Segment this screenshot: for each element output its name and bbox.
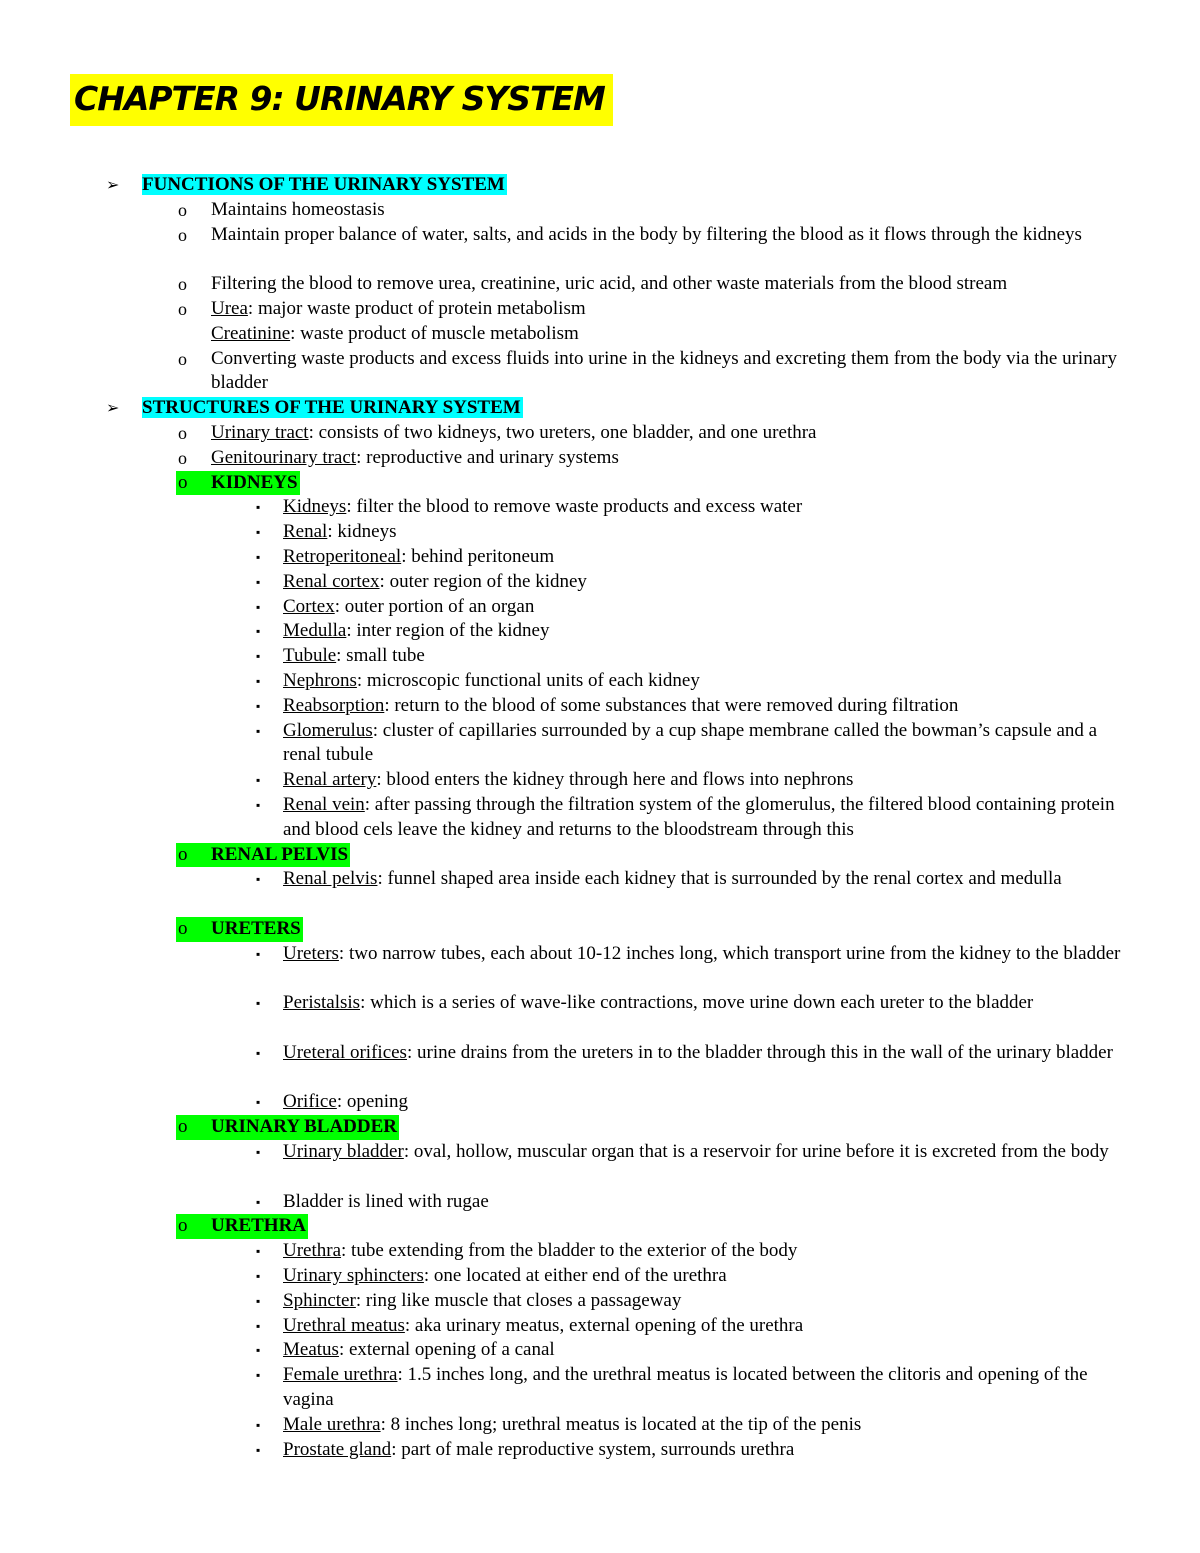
sub-list-item <box>0 545 1200 570</box>
sub-list-item <box>0 1314 1200 1339</box>
square-bullet-icon: ▪ <box>256 1417 261 1432</box>
sub-list-item-text <box>283 669 1133 694</box>
square-bullet-icon: ▪ <box>256 1269 261 1284</box>
sub-list-item <box>0 520 1200 545</box>
section-heading-text <box>142 173 507 198</box>
section-heading <box>0 173 1200 198</box>
sub-list-item-text <box>283 1289 1133 1314</box>
term-definition: : inter region of the kidney <box>346 620 550 642</box>
sub-list-item-text <box>283 644 1133 669</box>
list-item-text <box>211 421 1141 446</box>
sub-list-item <box>0 719 1200 769</box>
term-definition: : one located at either end of the urethra <box>423 1265 727 1287</box>
sub-list-item <box>0 1090 1200 1115</box>
term-definition: : ring like muscle that closes a passageway <box>355 1289 682 1311</box>
sub-list-item-text <box>283 1264 1133 1289</box>
term-label: Ureters <box>283 942 339 964</box>
circle-bullet-icon: o <box>178 1215 188 1237</box>
term-definition: : tube extending from the bladder to the exterior of the body <box>341 1240 798 1262</box>
sub-list-item-text <box>283 545 1133 570</box>
sub-list-item-text <box>283 1438 1133 1463</box>
sub-list-item <box>0 768 1200 793</box>
arrow-bullet-icon: ➢ <box>106 175 120 194</box>
sub-list-item <box>0 793 1200 843</box>
term-definition: : blood enters the kidney through here and flows into nephrons <box>376 769 854 791</box>
notes-body <box>0 173 1200 1462</box>
term-label: Female urethra <box>283 1364 398 1386</box>
square-bullet-icon: ▪ <box>256 624 261 639</box>
sub-list-item-text <box>283 867 1133 892</box>
sub-list-item <box>0 1289 1200 1314</box>
square-bullet-icon: ▪ <box>256 1318 261 1333</box>
term-definition: : which is a series of wave-like contractions, move urine down each ureter to the bladder <box>360 992 1034 1014</box>
list-item <box>0 223 1200 273</box>
sub-list-item-text <box>283 495 1133 520</box>
square-bullet-icon: ▪ <box>256 1194 261 1209</box>
square-bullet-icon: ▪ <box>256 1244 261 1259</box>
term-definition: : microscopic functional units of each kidney <box>356 669 700 691</box>
term-definition: : cluster of capillaries surrounded by a cup shape membrane called the bowman’s capsule and a renal tubule <box>283 719 1098 766</box>
sub-list-item <box>0 991 1200 1041</box>
sub-list-item <box>0 1140 1200 1190</box>
list-item <box>0 347 1200 397</box>
sub-list-item-text <box>283 619 1133 644</box>
term-definition: : after passing through the filtration system of the glomerulus, the filtered blood containing protein and blood cels leave the kidney and returns to the bloodstream through this <box>283 793 1115 840</box>
subsection-row <box>0 843 1200 868</box>
square-bullet-icon: ▪ <box>256 773 261 788</box>
term-label: Prostate gland <box>283 1438 392 1460</box>
sub-list-item <box>0 495 1200 520</box>
circle-bullet-icon: o <box>178 471 188 493</box>
subsection-heading-label: URETERS <box>211 917 301 939</box>
term-definition: : return to the blood of some substances that were removed during filtration <box>384 694 959 716</box>
sub-list-item-text <box>283 991 1133 1016</box>
term-label: Medulla <box>283 620 347 642</box>
sub-list-item-text <box>283 1041 1133 1066</box>
circle-bullet-icon: o <box>178 224 187 245</box>
sub-list-item-text <box>283 1314 1133 1339</box>
section-heading-text <box>142 396 523 421</box>
sub-list-item-text <box>283 793 1133 843</box>
term-definition: : part of male reproductive system, surrounds urethra <box>391 1438 795 1460</box>
list-item <box>0 198 1200 223</box>
term-label: Reabsorption <box>283 694 385 716</box>
term-definition: : urine drains from the ureters in to the bladder through this in the wall of the urinary bladder <box>406 1041 1113 1063</box>
square-bullet-icon: ▪ <box>256 549 261 564</box>
term-label: Cortex <box>283 595 335 617</box>
term-label: Renal artery <box>283 769 377 791</box>
term-definition: : 1.5 inches long, and the urethral meatus is located between the clitoris and opening of the vagina <box>283 1364 1088 1411</box>
square-bullet-icon: ▪ <box>256 574 261 589</box>
term-label: Renal pelvis <box>283 868 378 890</box>
sub-list-item <box>0 1438 1200 1463</box>
subsection-row <box>0 471 1200 496</box>
term-definition: Bladder is lined with rugae <box>283 1190 489 1212</box>
list-item-text <box>211 446 1141 471</box>
subsection-heading <box>176 1115 399 1140</box>
sub-list-item-text <box>283 1413 1133 1438</box>
subsection-row <box>0 1115 1200 1140</box>
term-label: Glomerulus <box>283 719 373 741</box>
term-definition: : 8 inches long; urethral meatus is located at the tip of the penis <box>380 1413 862 1435</box>
term-label: Genitourinary tract <box>211 446 357 468</box>
subsection-heading-label: KIDNEYS <box>211 471 298 493</box>
square-bullet-icon: ▪ <box>256 1045 261 1060</box>
section-heading <box>0 396 1200 421</box>
sub-list-item-text <box>283 520 1133 545</box>
term-definition: : kidneys <box>327 521 397 543</box>
sub-list-item <box>0 595 1200 620</box>
term-definition: : outer portion of an organ <box>334 595 535 617</box>
term-label: Retroperitoneal <box>283 545 402 567</box>
term-definition: : outer region of the kidney <box>379 570 587 592</box>
term-label: Ureteral orifices <box>283 1041 407 1063</box>
term-label: Urethral meatus <box>283 1314 405 1336</box>
square-bullet-icon: ▪ <box>256 599 261 614</box>
circle-bullet-icon: o <box>178 422 187 443</box>
arrow-bullet-icon: ➢ <box>106 398 120 418</box>
sub-list-item <box>0 1264 1200 1289</box>
sub-list-item <box>0 1363 1200 1413</box>
list-item <box>0 272 1200 297</box>
term-definition: : oval, hollow, muscular organ that is a reservoir for urine before it is excreted from the body <box>403 1141 1109 1163</box>
square-bullet-icon: ▪ <box>256 500 261 515</box>
list-item-text: Maintains homeostasis <box>211 198 385 220</box>
sub-list-item-text <box>283 1090 1133 1115</box>
term-label: Urinary sphincters <box>283 1265 424 1287</box>
sub-list-item <box>0 1413 1200 1438</box>
sub-list-item-text <box>283 719 1133 769</box>
circle-bullet-icon: o <box>178 917 188 939</box>
square-bullet-icon: ▪ <box>256 1145 261 1160</box>
square-bullet-icon: ▪ <box>256 996 261 1011</box>
subsection-heading-label: URETHRA <box>211 1215 307 1237</box>
term-definition: : consists of two kidneys, two ureters, one bladder, and one urethra <box>308 421 817 443</box>
sub-list-item-text <box>283 694 1133 719</box>
term-label: Urinary tract <box>211 421 309 443</box>
list-item-text: Converting waste products and excess fluids into urine in the kidneys and excreting them from the body via the urinary bladder <box>211 347 1117 394</box>
subsection-heading-label: URINARY BLADDER <box>211 1116 398 1138</box>
square-bullet-icon: ▪ <box>256 872 261 887</box>
list-item-text: Maintain proper balance of water, salts, and acids in the body by filtering the blood as it flows through the kidneys <box>211 223 1082 245</box>
circle-bullet-icon: o <box>178 1116 188 1138</box>
square-bullet-icon: ▪ <box>256 723 261 738</box>
term-definition: : major waste product of protein metabolism <box>247 297 586 319</box>
term-definition: : two narrow tubes, each about 10-12 inches long, which transport urine from the kidney to the bladder <box>338 942 1121 964</box>
term-label: Urinary bladder <box>283 1141 404 1163</box>
circle-bullet-icon: o <box>178 843 188 865</box>
term-definition: : external opening of a canal <box>338 1339 555 1361</box>
term-label: Renal <box>283 521 328 543</box>
list-item-text <box>211 297 1141 347</box>
sub-list-item-text <box>283 768 1133 793</box>
square-bullet-icon: ▪ <box>256 698 261 713</box>
circle-bullet-icon: o <box>178 199 187 220</box>
term-label: Kidneys <box>283 496 347 518</box>
term-label: Sphincter <box>283 1289 356 1311</box>
subsection-heading <box>176 471 300 496</box>
square-bullet-icon: ▪ <box>256 797 261 812</box>
sub-list-item <box>0 1041 1200 1091</box>
subsection-heading-label: RENAL PELVIS <box>211 843 349 865</box>
page-title: CHAPTER 9: URINARY SYSTEM <box>70 74 613 126</box>
term-label: Male urethra <box>283 1413 381 1435</box>
term-label: Nephrons <box>283 669 357 691</box>
section-heading-label: FUNCTIONS OF THE URINARY SYSTEM <box>142 174 505 195</box>
term-definition: : opening <box>336 1091 409 1113</box>
term-label: Orifice <box>283 1091 337 1113</box>
sub-list-item <box>0 644 1200 669</box>
term-definition: : funnel shaped area inside each kidney that is surrounded by the renal cortex and medulla <box>377 868 1062 890</box>
term-label: Peristalsis <box>283 992 361 1014</box>
list-item <box>0 297 1200 347</box>
square-bullet-icon: ▪ <box>256 1293 261 1308</box>
term-label: Urea <box>211 297 248 319</box>
term-definition: : aka urinary meatus, external opening of the urethra <box>404 1314 804 1336</box>
square-bullet-icon: ▪ <box>256 649 261 664</box>
subsection-heading <box>176 1214 308 1239</box>
term-label: Tubule <box>283 645 337 667</box>
sub-list-item-text <box>283 1363 1133 1413</box>
term-label: Meatus <box>283 1339 339 1361</box>
term-definition: : behind peritoneum <box>401 545 555 567</box>
subsection-heading <box>176 843 350 868</box>
term-label: Urethra <box>283 1240 342 1262</box>
sub-list-item <box>0 1239 1200 1264</box>
sub-list-item <box>0 669 1200 694</box>
sub-list-item-text <box>283 1190 1133 1215</box>
sub-list-item-text <box>283 942 1133 967</box>
sub-list-item-text <box>283 1239 1133 1264</box>
square-bullet-icon: ▪ <box>256 673 261 688</box>
sub-list-item-text <box>283 595 1133 620</box>
sub-list-item <box>0 694 1200 719</box>
circle-bullet-icon: o <box>178 348 187 369</box>
term-definition: : waste product of muscle metabolism <box>290 322 579 344</box>
term-label: Renal cortex <box>283 570 380 592</box>
sub-list-item-text <box>283 1140 1133 1165</box>
sub-list-item <box>0 1338 1200 1363</box>
term-definition: : filter the blood to remove waste products and excess water <box>346 496 803 518</box>
section-heading-label: STRUCTURES OF THE URINARY SYSTEM <box>142 397 521 419</box>
sub-list-item-text <box>283 570 1133 595</box>
sub-list-item <box>0 619 1200 644</box>
square-bullet-icon: ▪ <box>256 525 261 540</box>
term-definition: : reproductive and urinary systems <box>356 446 619 468</box>
circle-bullet-icon: o <box>178 447 187 468</box>
sub-list-item <box>0 570 1200 595</box>
square-bullet-icon: ▪ <box>256 1343 261 1358</box>
circle-bullet-icon: o <box>178 298 187 319</box>
sub-list-item <box>0 1190 1200 1215</box>
square-bullet-icon: ▪ <box>256 1095 261 1110</box>
square-bullet-icon: ▪ <box>256 1442 261 1457</box>
subsection-heading <box>176 917 303 942</box>
circle-bullet-icon: o <box>178 274 187 295</box>
sub-list-item <box>0 867 1200 917</box>
subsection-row <box>0 917 1200 942</box>
term-definition: : small tube <box>336 645 425 667</box>
list-item <box>0 446 1200 471</box>
subsection-row <box>0 1214 1200 1239</box>
sub-list-item <box>0 942 1200 992</box>
list-item-text: Filtering the blood to remove urea, creatinine, uric acid, and other waste materials from the blood stream <box>211 273 1008 295</box>
square-bullet-icon: ▪ <box>256 1368 261 1383</box>
square-bullet-icon: ▪ <box>256 946 261 961</box>
title-block <box>70 74 613 126</box>
term-label: Creatinine <box>211 322 291 344</box>
term-label: Renal vein <box>283 793 365 815</box>
list-item <box>0 421 1200 446</box>
sub-list-item-text <box>283 1338 1133 1363</box>
